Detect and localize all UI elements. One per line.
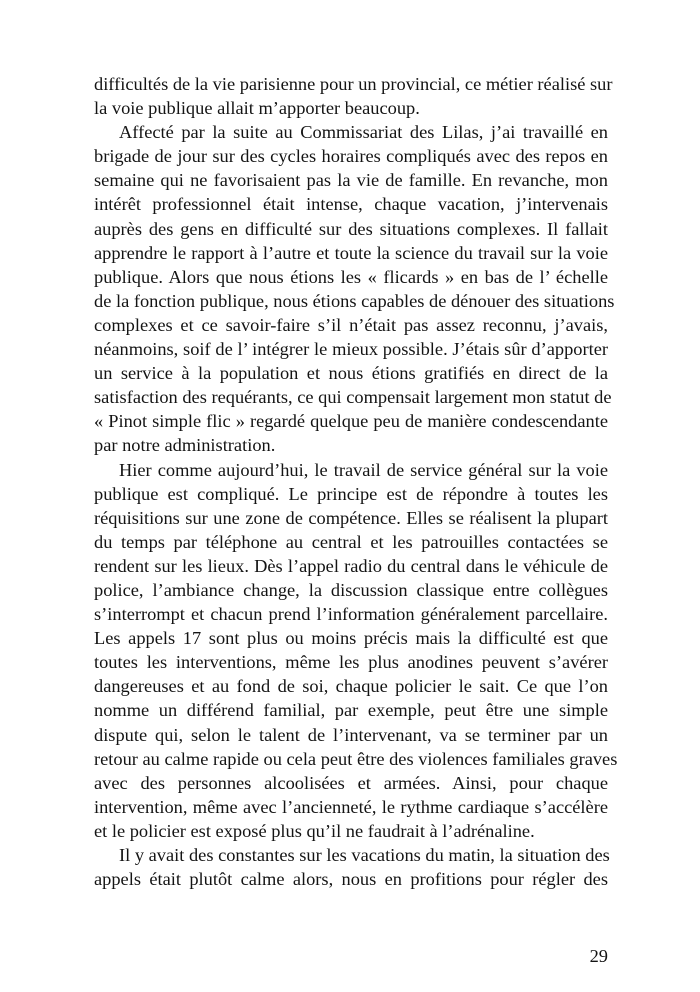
text-line: néanmoins, soif de l’ intégrer le mieux possible. J’étais sûr d’apporter <box>94 339 608 360</box>
text-line: de la fonction publique, nous étions capables de dénouer des situations <box>94 290 615 311</box>
text-line: et le policier est exposé plus qu’il ne faudrait à l’adrénaline. <box>94 820 535 841</box>
text-line: Les appels 17 sont plus ou moins précis mais la difficulté est que <box>94 628 608 649</box>
text-line: la voie publique allait m’apporter beaucoup. <box>94 98 420 119</box>
text-line: brigade de jour sur des cycles horaires compliqués avec des repos en <box>94 146 608 167</box>
text-line: s’interrompt et chacun prend l’information généralement parcellaire. <box>94 604 608 625</box>
text-line: apprendre le rapport à l’autre et toute la science du travail sur la voie <box>94 242 608 263</box>
text-line: satisfaction des requérants, ce qui compensait largement mon statut de <box>94 387 612 408</box>
paragraph <box>94 120 615 457</box>
page-body <box>94 72 618 891</box>
text-line: publique est compliqué. Le principe est de répondre à toutes les <box>94 483 608 504</box>
text-line: intervention, même avec l’ancienneté, le rythme cardiaque s’accélère <box>94 796 608 817</box>
text-line: avec des personnes alcoolisées et armées. Ainsi, pour chaque <box>94 772 608 793</box>
text-line: complexes et ce savoir-faire s’il n’était pas assez reconnu, j’avais, <box>94 314 608 335</box>
text-line: Il y avait des constantes sur les vacations du matin, la situation des <box>119 845 610 865</box>
paragraph <box>94 458 618 844</box>
text-line: par notre administration. <box>94 435 276 456</box>
paragraph <box>94 843 608 891</box>
text-line: rendent sur les lieux. Dès l’appel radio du central dans le véhicule de <box>94 555 608 576</box>
text-line: Hier comme aujourd’hui, le travail de service général sur la voie <box>119 459 608 480</box>
text-line: auprès des gens en difficulté sur des situations complexes. Il fallait <box>94 218 608 239</box>
text-line: intérêt professionnel était intense, chaque vacation, j’intervenais <box>94 194 608 215</box>
text-line: police, l’ambiance change, la discussion classique entre collègues <box>94 579 608 600</box>
text-line: appels était plutôt calme alors, nous en profitions pour régler des <box>94 869 608 890</box>
text-line: dispute qui, selon le talent de l’intervenant, va se terminer par un <box>94 724 608 745</box>
text-line: du temps par téléphone au central et les patrouilles contactées se <box>94 531 608 552</box>
text-line: semaine qui ne favorisaient pas la vie de famille. En revanche, mon <box>94 170 608 191</box>
text-line: difficultés de la vie parisienne pour un provincial, ce métier réalisé sur <box>94 74 613 94</box>
paragraph <box>94 72 613 120</box>
text-line: publique. Alors que nous étions les « flicards » en bas de l’ échelle <box>94 266 608 287</box>
text-line: un service à la population et nous étions gratifiés en direct de la <box>94 363 608 384</box>
text-line: Affecté par la suite au Commissariat des Lilas, j’ai travaillé en <box>119 122 608 143</box>
text-line: toutes les interventions, même les plus anodines peuvent s’avérer <box>94 652 608 673</box>
text-line: « Pinot simple flic » regardé quelque peu de manière condescendante <box>94 411 608 432</box>
text-line: nomme un différend familial, par exemple, peut être une simple <box>94 700 608 721</box>
page-number: 29 <box>589 946 608 966</box>
text-line: retour au calme rapide ou cela peut être des violences familiales graves <box>94 748 618 769</box>
text-line: réquisitions sur une zone de compétence. Elles se réalisent la plupart <box>94 507 608 528</box>
text-line: dangereuses et au fond de soi, chaque policier le sait. Ce que l’on <box>94 676 608 697</box>
